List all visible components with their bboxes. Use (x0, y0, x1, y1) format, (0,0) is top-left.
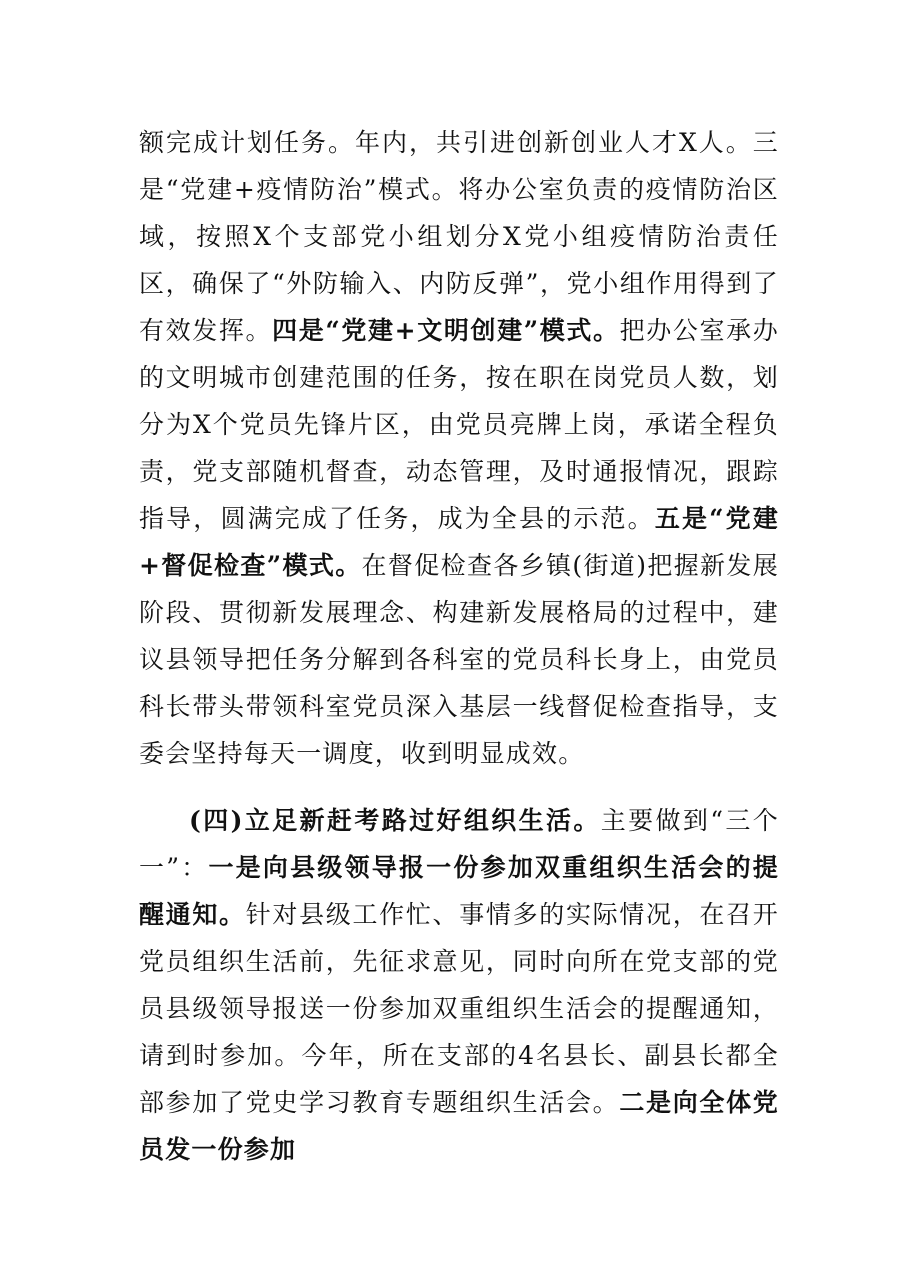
body-paragraph-2 (139, 797, 779, 1173)
paragraph-1-heading-5: 五是“党建+督促检查”模式。 (139, 504, 779, 580)
body-paragraph-1 (139, 119, 779, 777)
paragraph-2-text-1: 主要做到“三个一”： (139, 806, 779, 882)
paragraph-1-text-1: 额完成计划任务。年内，共引进创新创业人才X人。三是“党建+疫情防治”模式。将办公室负责的疫情防治区域，按照X个支部党小组划分X党小组疫情防治责任区，确保了“外防输入、内防反弹”，党小组作用得到了有效发挥。 (139, 128, 779, 345)
paragraph-1-text-3: 在督促检查各乡镇(街道)把握新发展阶段、贯彻新发展理念、构建新发展格局的过程中，建议县领导把任务分解到各科室的党员科长身上，由党员科长带头带领科室党员深入基层一线督促检查指导，支委会坚持每天一调度，收到明显成效。 (139, 551, 779, 768)
paragraph-2-heading-1: 一是向县级领导报一份参加双重组织生活会的提醒通知。 (139, 853, 779, 929)
paragraph-1-text-2: 把办公室承办的文明城市创建范围的任务，按在职在岗党员人数，划分为X个党员先锋片区，由党员亮牌上岗，承诺全程负责，党支部随机督查，动态管理，及时通报情况，跟踪指导，圆满完成了任务，成为全县的示范。 (139, 316, 779, 533)
section-heading-4: (四)立足新赶考路过好组织生活。 (189, 806, 601, 835)
paragraph-1-heading-4: 四是“党建+文明创建”模式。 (272, 316, 620, 345)
paragraph-2-text-2: 针对县级工作忙、事情多的实际情况，在召开党员组织生活前，先征求意见，同时向所在党支部的党员县级领导报送一份参加双重组织生活会的提醒通知，请到时参加。今年，所在支部的4名县长、副县长都全部参加了党史学习教育专题组织生活会。 (139, 900, 779, 1117)
paragraph-2-heading-2: 二是向全体党员发一份参加 (139, 1088, 779, 1164)
